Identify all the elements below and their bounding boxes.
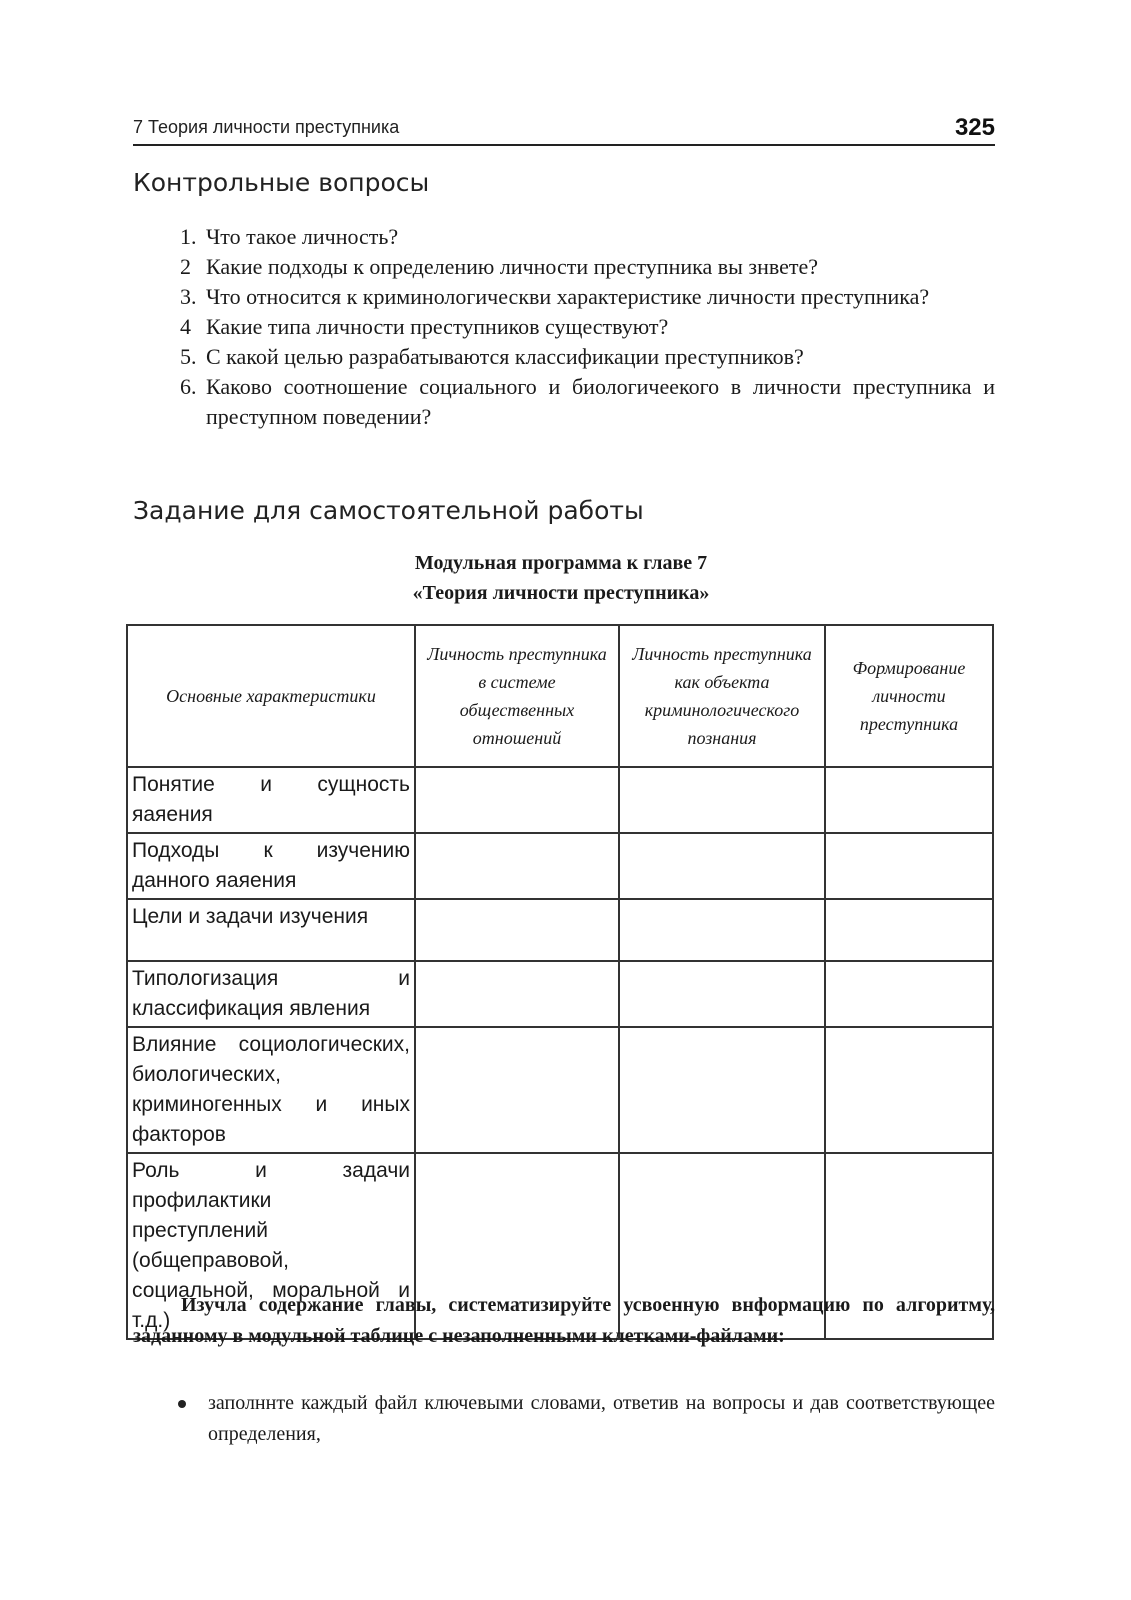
row-label: Понятие и сущность яаяения bbox=[127, 767, 415, 833]
table-caption-line: «Теория личности преступника» bbox=[412, 582, 710, 604]
bullet-item bbox=[176, 1388, 995, 1450]
row-label: Цели и задачи изучения bbox=[127, 899, 415, 961]
question-text: Какие подходы к определению личности преступника вы знвете? bbox=[206, 254, 819, 279]
section-heading-control-questions: Контрольные вопросы bbox=[133, 168, 430, 197]
table-caption bbox=[128, 548, 994, 608]
question-number: 2 bbox=[180, 254, 191, 279]
question-text: Что такое личность? bbox=[206, 224, 399, 249]
column-header: Личность преступника в системе общественных отношений bbox=[415, 625, 619, 767]
empty-cell bbox=[415, 961, 619, 1027]
table-row bbox=[127, 1027, 993, 1153]
empty-cell bbox=[415, 767, 619, 833]
question-item bbox=[180, 342, 995, 372]
question-text: С какой целью разрабатываются классификации преступников? bbox=[206, 344, 804, 369]
table-row bbox=[127, 899, 993, 961]
empty-cell bbox=[825, 767, 993, 833]
question-text: Какие типа личности преступников существуют? bbox=[206, 314, 669, 339]
question-item bbox=[180, 252, 995, 282]
table-row bbox=[127, 961, 993, 1027]
empty-cell bbox=[415, 1027, 619, 1153]
empty-cell bbox=[619, 1027, 825, 1153]
bullet-text: заполннте каждый файл ключевыми словами, ответив на вопросы и дав соответствующее определения, bbox=[208, 1392, 995, 1445]
bullet-icon bbox=[178, 1400, 186, 1408]
column-header: Формирование личности преступника bbox=[825, 625, 993, 767]
empty-cell bbox=[825, 1027, 993, 1153]
question-number: 1. bbox=[180, 224, 197, 249]
bullet-list bbox=[176, 1388, 995, 1450]
running-title: 7 Теория личности преступника bbox=[133, 117, 400, 137]
row-label: Роль и задачи профилактики преступлений (общеправовой, социальной, моральной и т.д.) bbox=[127, 1153, 415, 1339]
question-item bbox=[180, 222, 995, 252]
row-label: Типологизация и классификация явления bbox=[127, 961, 415, 1027]
empty-cell bbox=[825, 899, 993, 961]
table-row bbox=[127, 767, 993, 833]
instructions-paragraph: Изучла содержание главы, систематизируйте усвоенную внформацию по алгоритму, заданному в модульной таблице с незаполненными клетками-файлами: bbox=[133, 1294, 995, 1347]
question-text: Каково соотношение социального и биологичеекого в личности преступника и преступном поведении? bbox=[206, 374, 995, 429]
empty-cell bbox=[415, 833, 619, 899]
question-number: 5. bbox=[180, 344, 197, 369]
empty-cell bbox=[619, 767, 825, 833]
module-table bbox=[126, 624, 994, 1340]
question-item bbox=[180, 282, 995, 312]
column-header: Основные характеристики bbox=[127, 625, 415, 767]
empty-cell bbox=[619, 833, 825, 899]
table-caption-line: Модульная программа к главе 7 bbox=[414, 552, 708, 574]
column-header: Личность преступника как объекта криминологического познания bbox=[619, 625, 825, 767]
question-item bbox=[180, 372, 995, 432]
question-list bbox=[180, 222, 995, 432]
table-row bbox=[127, 833, 993, 899]
question-item bbox=[180, 312, 995, 342]
question-number: 4 bbox=[180, 314, 191, 339]
empty-cell bbox=[619, 899, 825, 961]
row-label: Влияние социологических, биологических, криминогенных и иных факторов bbox=[127, 1027, 415, 1153]
question-number: 3. bbox=[180, 284, 197, 309]
running-header bbox=[133, 112, 995, 146]
page-number: 325 bbox=[954, 114, 995, 141]
table-header-row bbox=[127, 625, 993, 767]
question-text: Что относится к криминологическви характеристике личности преступника? bbox=[206, 284, 930, 309]
empty-cell bbox=[619, 961, 825, 1027]
section-heading-self-study: Задание для самостоятельной работы bbox=[133, 496, 644, 525]
question-number: 6. bbox=[180, 374, 197, 399]
empty-cell bbox=[415, 899, 619, 961]
empty-cell bbox=[825, 961, 993, 1027]
row-label: Подходы к изучению данного яаяения bbox=[127, 833, 415, 899]
empty-cell bbox=[825, 833, 993, 899]
